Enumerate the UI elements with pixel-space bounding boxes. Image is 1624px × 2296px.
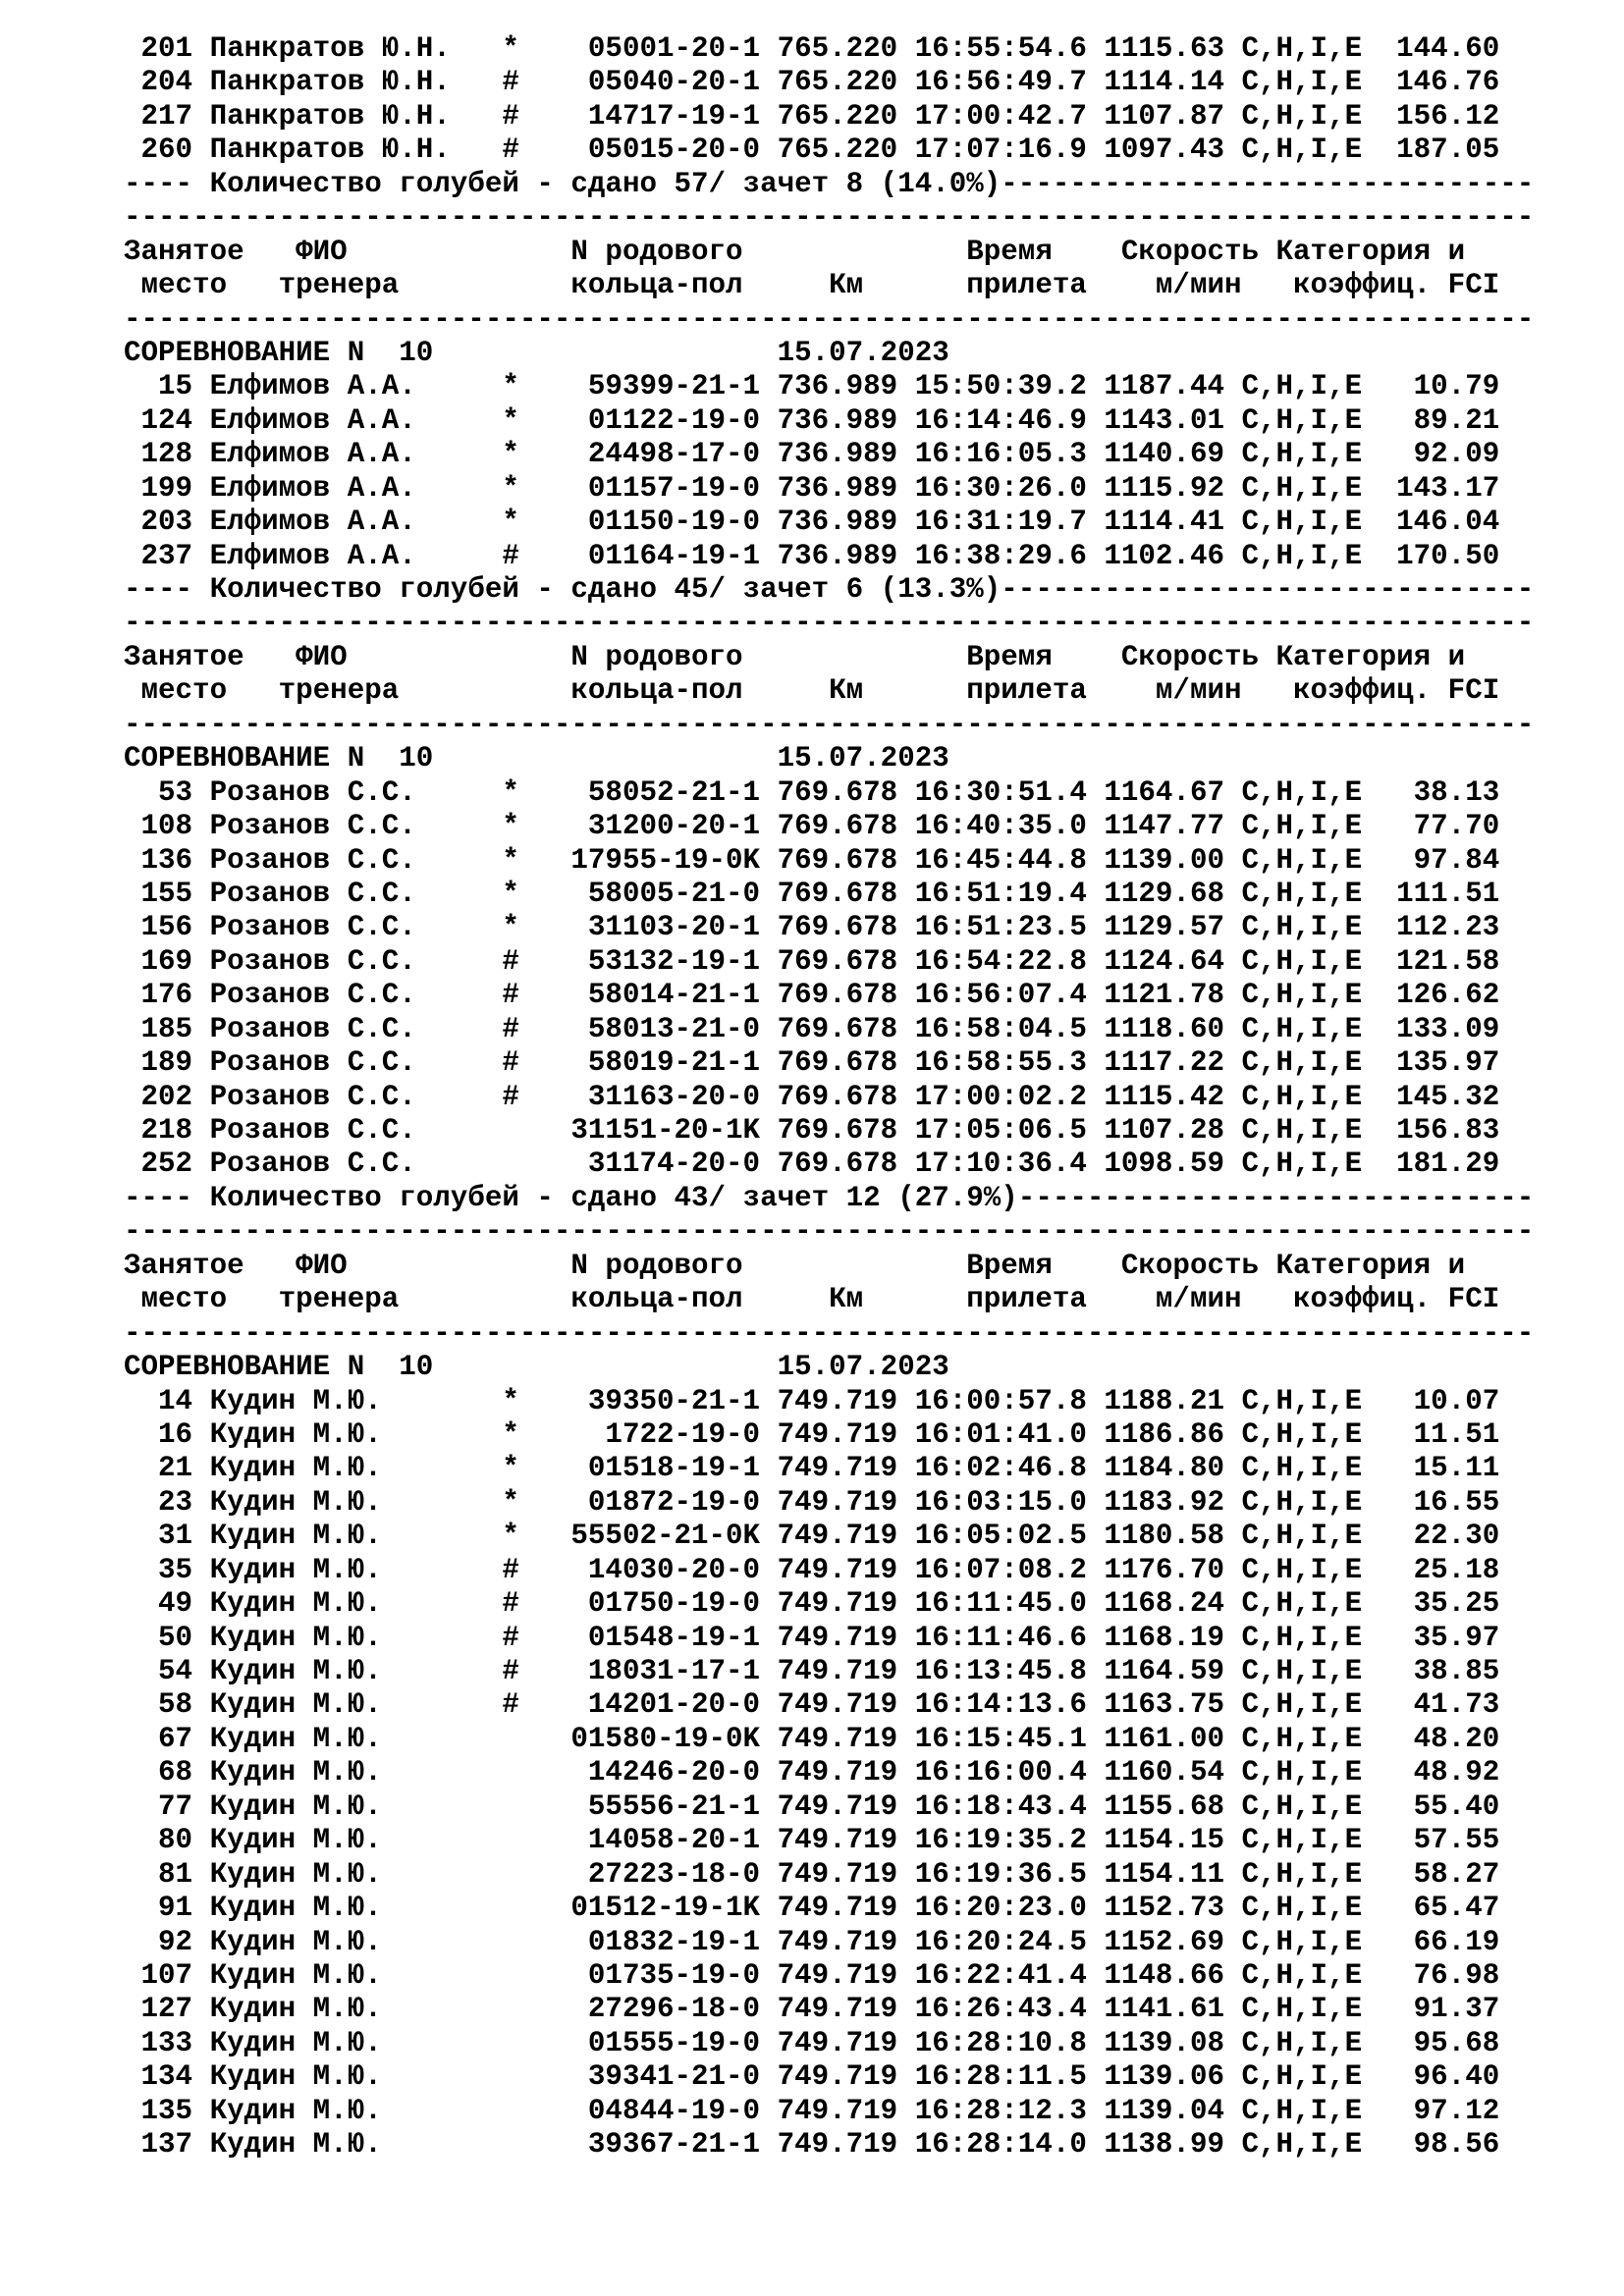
- table-row: 155 Розанов С.С. * 58005-21-0 769.678 16:51:19.4 1129.68 C,H,I,E 111.51: [124, 877, 1500, 910]
- table-header-line: место тренера кольца-пол Км прилета м/мин коэффиц. FCI: [124, 1283, 1500, 1316]
- table-row: 136 Розанов С.С. * 17955-19-0K 769.678 16:45:44.8 1139.00 C,H,I,E 97.84: [124, 843, 1500, 877]
- table-row: 134 Кудин М.Ю. 39341-21-0 749.719 16:28:11.5 1139.06 C,H,I,E 96.40: [124, 2060, 1500, 2094]
- table-row: 199 Елфимов А.А. * 01157-19-0 736.989 16:30:26.0 1115.92 C,H,I,E 143.17: [124, 471, 1500, 505]
- table-row: 133 Кудин М.Ю. 01555-19-0 749.719 16:28:10.8 1139.08 C,H,I,E 95.68: [124, 2026, 1500, 2059]
- table-row: 58 Кудин М.Ю. # 14201-20-0 749.719 16:14:13.6 1163.75 C,H,I,E 41.73: [124, 1688, 1500, 1722]
- table-row: 128 Елфимов А.А. * 24498-17-0 736.989 16:16:05.3 1140.69 C,H,I,E 92.09: [124, 438, 1500, 471]
- table-row: 80 Кудин М.Ю. 14058-20-1 749.719 16:19:35.2 1154.15 C,H,I,E 57.55: [124, 1824, 1500, 1857]
- table-row: 202 Розанов С.С. # 31163-20-0 769.678 17:00:02.2 1115.42 C,H,I,E 145.32: [124, 1080, 1500, 1113]
- table-row: 15 Елфимов А.А. * 59399-21-1 736.989 15:50:39.2 1187.44 C,H,I,E 10.79: [124, 370, 1500, 403]
- table-row: 53 Розанов С.С. * 58052-21-1 769.678 16:30:51.4 1164.67 C,H,I,E 38.13: [124, 775, 1500, 809]
- competition-header: СОРЕВНОВАНИЕ N 10 15.07.2023: [124, 742, 949, 775]
- table-row: 217 Панкратов Ю.Н. # 14717-19-1 765.220 17:00:42.7 1107.87 C,H,I,E 156.12: [124, 99, 1500, 133]
- table-row: 237 Елфимов А.А. # 01164-19-1 736.989 16:38:29.6 1102.46 C,H,I,E 170.50: [124, 539, 1500, 572]
- table-row: 54 Кудин М.Ю. # 18031-17-1 749.719 16:13:45.8 1164.59 C,H,I,E 38.85: [124, 1655, 1500, 1687]
- table-row: 176 Розанов С.С. # 58014-21-1 769.678 16:56:07.4 1121.78 C,H,I,E 126.62: [124, 979, 1500, 1012]
- table-row: 31 Кудин М.Ю. * 55502-21-0K 749.719 16:05:02.5 1180.58 C,H,I,E 22.30: [124, 1520, 1500, 1553]
- table-row: 252 Розанов С.С. 31174-20-0 769.678 17:10:36.4 1098.59 C,H,I,E 181.29: [124, 1148, 1500, 1181]
- table-header-line: Занятое ФИО N родового Время Скорость Категория и: [124, 640, 1466, 673]
- table-row: 14 Кудин М.Ю. * 39350-21-1 749.719 16:00:57.8 1188.21 C,H,I,E 10.07: [124, 1384, 1500, 1417]
- table-header-line: место тренера кольца-пол Км прилета м/мин коэффиц. FCI: [124, 269, 1500, 302]
- separator-line: ----------------------------------------------------------------------------------: [124, 708, 1535, 741]
- table-row: 135 Кудин М.Ю. 04844-19-0 749.719 16:28:12.3 1139.04 C,H,I,E 97.12: [124, 2094, 1500, 2127]
- summary-line: ---- Количество голубей - сдано 43/ зачет 12 (27.9%)------------------------------: [124, 1181, 1535, 1214]
- competition-header: СОРЕВНОВАНИЕ N 10 15.07.2023: [124, 1351, 949, 1384]
- table-row: 127 Кудин М.Ю. 27296-18-0 749.719 16:26:43.4 1141.61 C,H,I,E 91.37: [124, 1993, 1500, 2026]
- separator-line: ----------------------------------------------------------------------------------: [124, 1316, 1535, 1350]
- table-row: 77 Кудин М.Ю. 55556-21-1 749.719 16:18:43.4 1155.68 C,H,I,E 55.40: [124, 1789, 1500, 1823]
- table-header-line: Занятое ФИО N родового Время Скорость Категория и: [124, 1249, 1466, 1282]
- table-row: 185 Розанов С.С. # 58013-21-0 769.678 16:58:04.5 1118.60 C,H,I,E 133.09: [124, 1012, 1500, 1045]
- table-row: 21 Кудин М.Ю. * 01518-19-1 749.719 16:02:46.8 1184.80 C,H,I,E 15.11: [124, 1452, 1500, 1485]
- table-row: 124 Елфимов А.А. * 01122-19-0 736.989 16:14:46.9 1143.01 C,H,I,E 89.21: [124, 403, 1500, 437]
- table-row: 218 Розанов С.С. 31151-20-1K 769.678 17:05:06.5 1107.28 C,H,I,E 156.83: [124, 1114, 1500, 1147]
- competition-header: СОРЕВНОВАНИЕ N 10 15.07.2023: [124, 336, 949, 369]
- separator-line: ----------------------------------------------------------------------------------: [124, 302, 1535, 336]
- separator-line: ----------------------------------------------------------------------------------: [124, 607, 1535, 640]
- table-row: 156 Розанов С.С. * 31103-20-1 769.678 16:51:23.5 1129.57 C,H,I,E 112.23: [124, 911, 1500, 944]
- separator-line: ----------------------------------------------------------------------------------: [124, 201, 1535, 235]
- table-row: 169 Розанов С.С. # 53132-19-1 769.678 16:54:22.8 1124.64 C,H,I,E 121.58: [124, 944, 1500, 978]
- table-row: 50 Кудин М.Ю. # 01548-19-1 749.719 16:11:46.6 1168.19 C,H,I,E 35.97: [124, 1621, 1500, 1654]
- table-row: 203 Елфимов А.А. * 01150-19-0 736.989 16:31:19.7 1114.41 C,H,I,E 146.04: [124, 506, 1500, 539]
- table-row: 201 Панкратов Ю.Н. * 05001-20-1 765.220 16:55:54.6 1115.63 C,H,I,E 144.60: [124, 32, 1500, 65]
- table-row: 189 Розанов С.С. # 58019-21-1 769.678 16:58:55.3 1117.22 C,H,I,E 135.97: [124, 1046, 1500, 1080]
- table-row: 260 Панкратов Ю.Н. # 05015-20-0 765.220 17:07:16.9 1097.43 C,H,I,E 187.05: [124, 133, 1500, 167]
- table-row: 108 Розанов С.С. * 31200-20-1 769.678 16:40:35.0 1147.77 C,H,I,E 77.70: [124, 810, 1500, 843]
- separator-line: ----------------------------------------------------------------------------------: [124, 1215, 1535, 1249]
- table-row: 81 Кудин М.Ю. 27223-18-0 749.719 16:19:36.5 1154.11 C,H,I,E 58.27: [124, 1857, 1500, 1891]
- table-row: 137 Кудин М.Ю. 39367-21-1 749.719 16:28:14.0 1138.99 C,H,I,E 98.56: [124, 2128, 1500, 2162]
- table-row: 67 Кудин М.Ю. 01580-19-0K 749.719 16:15:45.1 1161.00 C,H,I,E 48.20: [124, 1722, 1500, 1755]
- table-row: 91 Кудин М.Ю. 01512-19-1K 749.719 16:20:23.0 1152.73 C,H,I,E 65.47: [124, 1892, 1500, 1925]
- summary-line: ---- Количество голубей - сдано 45/ зачет 6 (13.3%)-------------------------------: [124, 573, 1535, 606]
- table-row: 23 Кудин М.Ю. * 01872-19-0 749.719 16:03:15.0 1183.92 C,H,I,E 16.55: [124, 1485, 1500, 1519]
- table-row: 68 Кудин М.Ю. 14246-20-0 749.719 16:16:00.4 1160.54 C,H,I,E 48.92: [124, 1756, 1500, 1789]
- table-row: 107 Кудин М.Ю. 01735-19-0 749.719 16:22:41.4 1148.66 C,H,I,E 76.98: [124, 1958, 1500, 1992]
- table-header-line: Занятое ФИО N родового Время Скорость Категория и: [124, 235, 1466, 268]
- table-row: 49 Кудин М.Ю. # 01750-19-0 749.719 16:11:45.0 1168.24 C,H,I,E 35.25: [124, 1587, 1500, 1621]
- summary-line: ---- Количество голубей - сдано 57/ зачет 8 (14.0%)-------------------------------: [124, 167, 1535, 200]
- table-header-line: место тренера кольца-пол Км прилета м/мин коэффиц. FCI: [124, 674, 1500, 708]
- table-row: 35 Кудин М.Ю. # 14030-20-0 749.719 16:07:08.2 1176.70 C,H,I,E 25.18: [124, 1553, 1500, 1586]
- race-results-report: [124, 32, 1534, 2163]
- table-row: 16 Кудин М.Ю. * 1722-19-0 749.719 16:01:41.0 1186.86 C,H,I,E 11.51: [124, 1417, 1500, 1451]
- table-row: 204 Панкратов Ю.Н. # 05040-20-1 765.220 16:56:49.7 1114.14 C,H,I,E 146.76: [124, 66, 1500, 99]
- table-row: 92 Кудин М.Ю. 01832-19-1 749.719 16:20:24.5 1152.69 C,H,I,E 66.19: [124, 1925, 1500, 1958]
